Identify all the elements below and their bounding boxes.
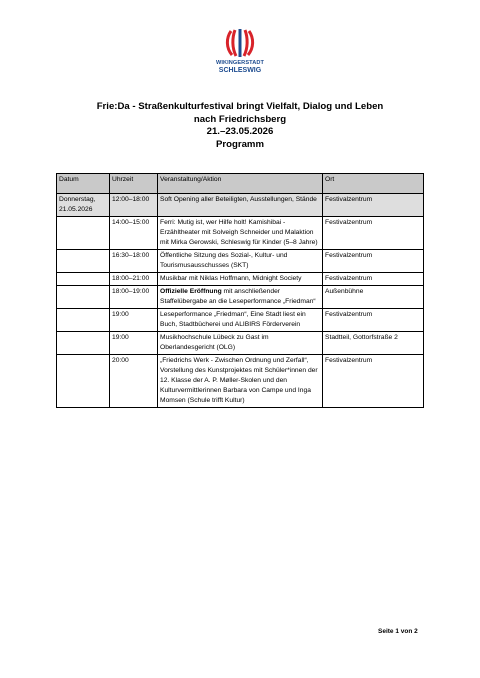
time-cell: 16:30–18:00 bbox=[110, 250, 158, 273]
date-cell-empty bbox=[57, 332, 110, 355]
event-cell: „Friedrichs Werk - Zwischen Ordnung und Zerfall“, Vorstellung des Kunstprojektes mit Schüler*innen der 12. Klasse der A. P. Møller-Skolen und den Kulturvermittlerinnen Barbara von Campe und Inga Momsen (Schule trifft Kultur) bbox=[158, 355, 323, 408]
table-row bbox=[57, 217, 424, 250]
table-row bbox=[57, 250, 424, 273]
event-cell bbox=[158, 286, 323, 309]
place-cell: Stadtteil, Gottorfstraße 2 bbox=[323, 332, 424, 355]
table-header-row bbox=[57, 174, 424, 194]
title-line-4: Programm bbox=[216, 138, 264, 150]
event-cell: Öffentliche Sitzung des Sozial-, Kultur- und Tourismusausschusses (SKT) bbox=[158, 250, 323, 273]
logo-line-2: SCHLESWIG bbox=[218, 67, 262, 74]
date-cell-empty bbox=[57, 355, 110, 408]
place-cell: Festivalzentrum bbox=[323, 273, 424, 286]
title-line-1: Frie:Da - Straßenkulturfestival bringt Vielfalt, Dialog und Leben bbox=[96, 101, 384, 112]
viking-ship-logo-icon bbox=[225, 28, 255, 60]
table-row bbox=[57, 194, 424, 217]
table-row bbox=[57, 273, 424, 286]
place-cell: Festivalzentrum bbox=[323, 217, 424, 250]
date-cell-empty bbox=[57, 286, 110, 309]
event-cell: Leseperformance „Friedman“, Eine Stadt liest ein Buch, Stadtbücherei und ALIBIRS Förderverein bbox=[158, 309, 323, 332]
header-time: Uhrzeit bbox=[110, 174, 158, 194]
date-cell-empty bbox=[57, 309, 110, 332]
page-number: Seite 1 von 2 bbox=[378, 628, 418, 635]
time-cell: 20:00 bbox=[110, 355, 158, 408]
header-place: Ort bbox=[323, 174, 424, 194]
table-row bbox=[57, 332, 424, 355]
place-cell: Außenbühne bbox=[323, 286, 424, 309]
date-cell bbox=[57, 194, 110, 217]
document-title bbox=[60, 101, 420, 151]
place-cell: Festivalzentrum bbox=[323, 250, 424, 273]
place-cell: Festivalzentrum bbox=[323, 355, 424, 408]
time-cell: 18:00–21:00 bbox=[110, 273, 158, 286]
date-cell-empty bbox=[57, 250, 110, 273]
table-row bbox=[57, 286, 424, 309]
event-cell: Musikbar mit Niklas Hoffmann, Midnight Society bbox=[158, 273, 323, 286]
title-line-3: 21.–23.05.2026 bbox=[206, 126, 274, 137]
event-highlight: Offizielle Eröffnung bbox=[160, 288, 222, 295]
place-cell: Festivalzentrum bbox=[323, 309, 424, 332]
date-date: 21.05.2026 bbox=[59, 206, 93, 213]
event-text: mit anschließender Staffelübergabe an die Leseperformance „Friedman“ bbox=[160, 288, 316, 305]
event-cell: Soft Opening aller Beteiligten, Ausstellungen, Stände bbox=[158, 194, 323, 217]
date-day: Donnerstag, bbox=[59, 196, 96, 203]
event-cell: Musikhochschule Lübeck zu Gast im Oberlandesgericht (OLG) bbox=[158, 332, 323, 355]
date-cell-empty bbox=[57, 217, 110, 250]
header-event: Veranstaltung/Aktion bbox=[158, 174, 323, 194]
event-cell: Ferri: Mutig ist, wer Hilfe holt! Kamishibai - Erzähltheater mit Solveigh Schneider und Malaktion mit Mirka Gerowski, Schleswig für Kinder (5–8 Jahre) bbox=[158, 217, 323, 250]
time-cell: 14:00–15:00 bbox=[110, 217, 158, 250]
logo-line-1: WIKINGERSTADT bbox=[215, 60, 265, 66]
city-logo bbox=[208, 28, 272, 84]
time-cell: 19:00 bbox=[110, 309, 158, 332]
place-cell: Festivalzentrum bbox=[323, 194, 424, 217]
time-cell: 12:00–18:00 bbox=[110, 194, 158, 217]
header-date: Datum bbox=[57, 174, 110, 194]
date-cell-empty bbox=[57, 273, 110, 286]
time-cell: 18:00–19:00 bbox=[110, 286, 158, 309]
title-line-2: nach Friedrichsberg bbox=[193, 113, 287, 125]
table-row bbox=[57, 355, 424, 408]
program-table bbox=[56, 173, 424, 408]
time-cell: 19:00 bbox=[110, 332, 158, 355]
table-row bbox=[57, 309, 424, 332]
